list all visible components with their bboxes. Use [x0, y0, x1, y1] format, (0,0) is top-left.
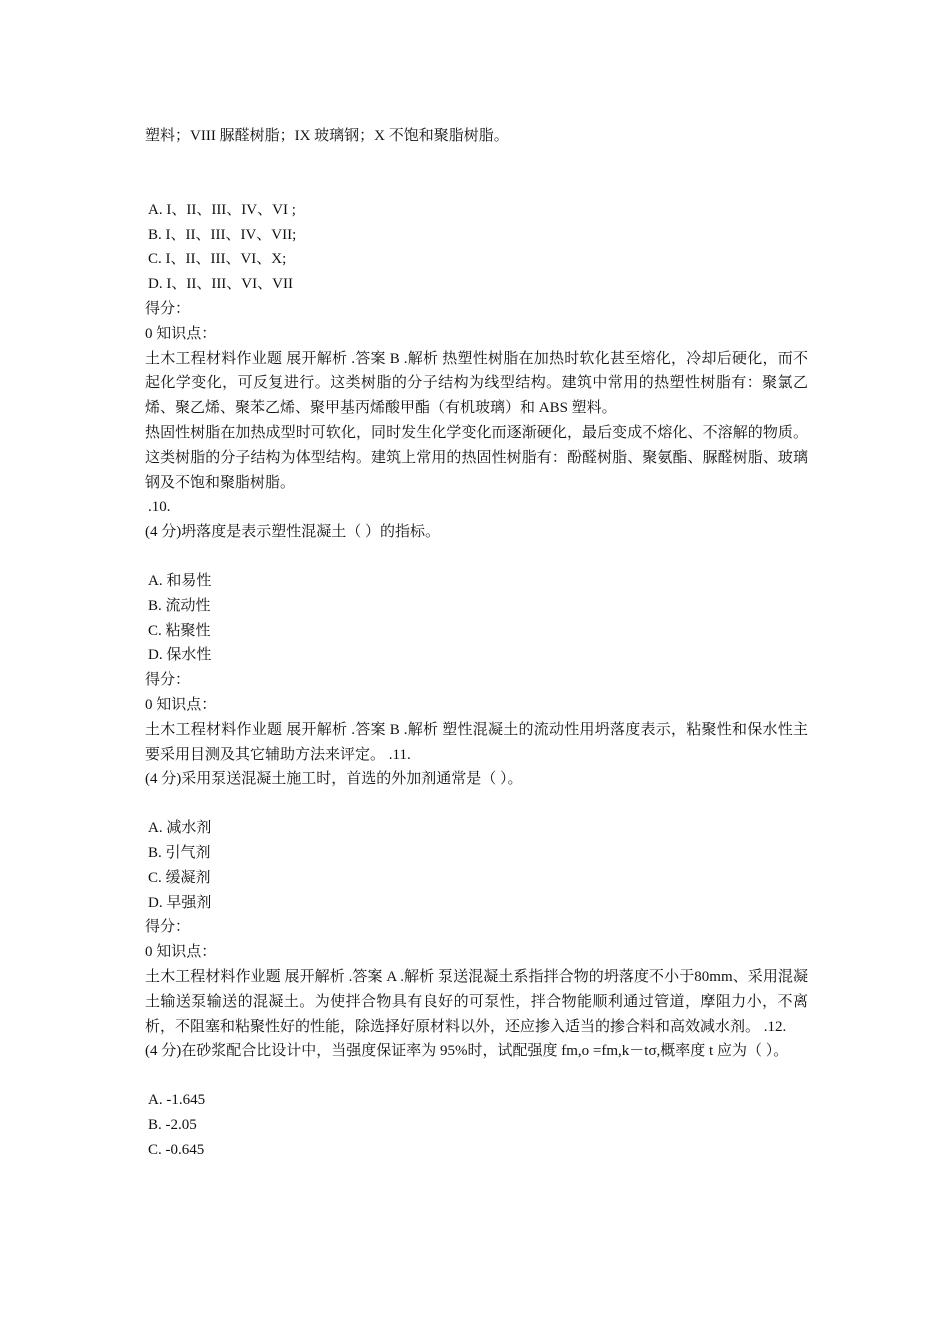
spacer [145, 792, 808, 816]
question-number: .10. [148, 499, 171, 516]
question-text: (4 分)坍落度是表示塑性混凝土（ ）的指标。 [145, 524, 440, 541]
option-c: C. I、II、III、VI、X; [148, 251, 287, 268]
option-d: D. I、II、III、VI、VII [148, 276, 293, 293]
option-d: D. 早强剂 [148, 894, 212, 911]
option-b: B. -2.05 [148, 1116, 197, 1133]
option-a: A. I、II、III、IV、VI ; [148, 201, 296, 218]
question-12 [145, 1039, 808, 1162]
option-d: D. 保水性 [148, 647, 212, 664]
continued-text: 塑料；VIII 脲醛树脂；IX 玻璃钢；X 不饱和聚脂树脂。 [145, 128, 509, 144]
spacer [145, 149, 808, 198]
spacer [145, 1064, 808, 1088]
knowledge-label: 0 知识点： [145, 325, 217, 342]
spacer [145, 545, 808, 569]
question-10 [145, 495, 808, 767]
question-11 [145, 767, 808, 1039]
option-c: C. 粘聚性 [148, 622, 211, 639]
question-9 [145, 198, 808, 496]
option-a: A. -1.645 [148, 1092, 206, 1109]
score-label: 得分： [145, 672, 191, 689]
option-c: C. -0.645 [148, 1141, 205, 1158]
document-body [145, 124, 808, 1162]
explanation-paragraph: 土木工程材料作业题 展开解析 .答案 B .解析 塑性混凝土的流动性用坍落度表示，粘聚性和保水性主要采用目测及其它辅助方法来评定。 .11. [145, 721, 808, 763]
option-b: B. 流动性 [148, 597, 211, 614]
knowledge-label: 0 知识点： [145, 696, 217, 713]
option-a: A. 减水剂 [148, 820, 212, 837]
option-b: B. I、II、III、IV、VII; [148, 226, 297, 243]
explanation-paragraph: 土木工程材料作业题 展开解析 .答案 A .解析 泵送混凝土系指拌合物的坍落度不小于80mm、采用混凝土输送泵输送的混凝土。为使拌合物具有良好的可泵性，拌合物能顺利通过管道，摩阻力小，不离析，不阻塞和粘聚性好的性能，除选择好原材料以外，还应掺入适当的掺合料和高效减水剂。 .12. [145, 968, 808, 1035]
explanation-paragraph: 土木工程材料作业题 展开解析 .答案 B .解析 热塑性树脂在加热时软化甚至熔化，冷却后硬化，而不起化学变化，可反复进行。这类树脂的分子结构为线型结构。建筑中常用的热塑性树脂有：聚氯乙烯、聚乙烯、聚苯乙烯、聚甲基丙烯酸甲酯（有机玻璃）和 ABS 塑料。 [145, 350, 808, 417]
question-text: (4 分)在砂浆配合比设计中，当强度保证率为 95%时，试配强度 fm,o =fm,k－tσ,概率度 t 应为（ ）。 [145, 1043, 789, 1060]
option-a: A. 和易性 [148, 572, 212, 589]
option-b: B. 引气剂 [148, 844, 211, 861]
score-label: 得分： [145, 919, 191, 936]
explanation-paragraph: 热固性树脂在加热成型时可软化，同时发生化学变化而逐渐硬化，最后变成不熔化、不溶解的物质。这类树脂的分子结构为体型结构。建筑上常用的热固性树脂有：酚醛树脂、聚氨酯、脲醛树脂、玻璃钢及不饱和聚脂树脂。 [145, 424, 808, 491]
score-label: 得分： [145, 300, 191, 317]
question-text: (4 分)采用泵送混凝土施工时，首选的外加剂通常是（ ）。 [145, 771, 523, 788]
knowledge-label: 0 知识点： [145, 944, 217, 961]
option-c: C. 缓凝剂 [148, 869, 211, 886]
